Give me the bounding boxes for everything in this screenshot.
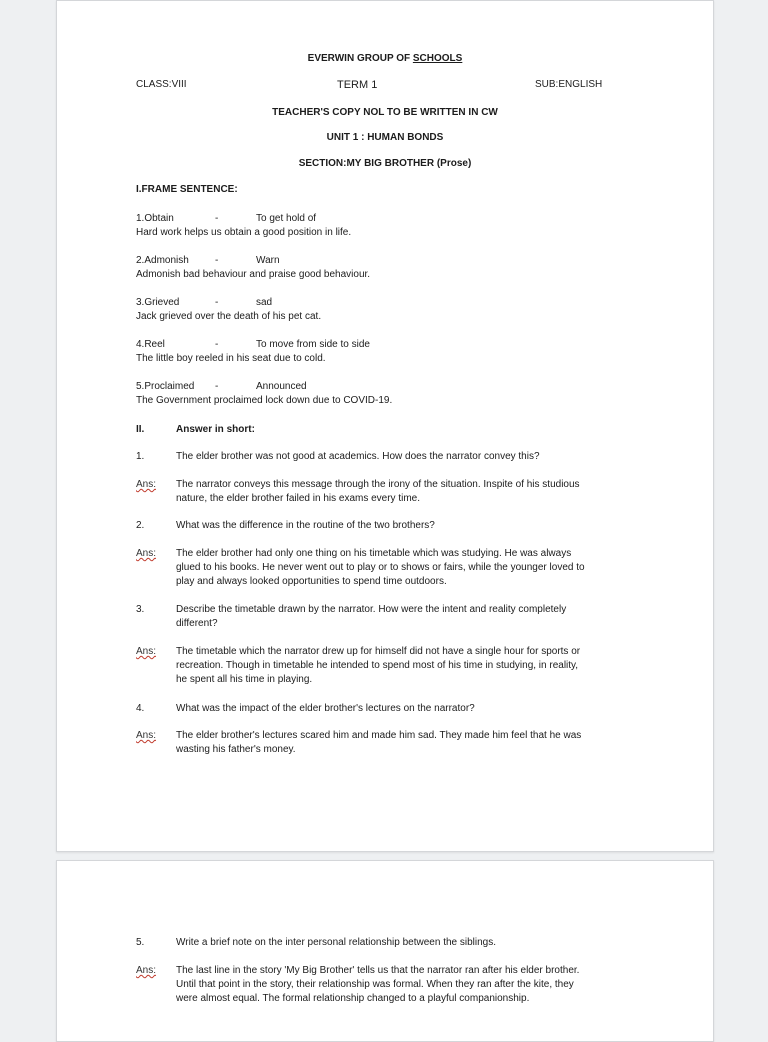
question-text: Write a brief note on the inter personal relationship between the siblings. <box>176 937 497 948</box>
answer-line: The narrator conveys this message through the irony of the situation. Inspite of his studious <box>176 479 580 490</box>
answer-line: he spent all his time in playing. <box>176 674 313 685</box>
answer-line: The elder brother had only one thing on his timetable which was studying. He was always <box>176 548 572 559</box>
frame-sentence: The little boy reeled in his seat due to cold. <box>136 353 326 364</box>
answer-line: nature, the elder brother failed in his exams every time. <box>176 493 421 504</box>
answer-line: were almost equal. The formal relationship changed to a playful companionship. <box>176 993 530 1004</box>
frame-dash: - <box>215 381 219 392</box>
answer-line: The last line in the story 'My Big Brother' tells us that the narrator ran after his elder brother. <box>176 965 580 976</box>
frame-dash: - <box>215 297 219 308</box>
frame-word: 4.Reel <box>136 339 165 350</box>
frame-dash: - <box>215 213 219 224</box>
frame-meaning: To get hold of <box>256 213 317 224</box>
frame-word: 2.Admonish <box>136 255 189 266</box>
answer-line: The timetable which the narrator drew up for himself did not have a single hour for sports or <box>176 646 581 657</box>
frame-sentence: Admonish bad behaviour and praise good behaviour. <box>136 269 371 280</box>
term-label: TERM 1 <box>337 79 378 91</box>
frame-sentence: The Government proclaimed lock down due to COVID-19. <box>136 395 393 406</box>
frame-meaning: Announced <box>256 381 307 392</box>
frame-heading: I.FRAME SENTENCE: <box>136 184 238 195</box>
frame-word: 5.Proclaimed <box>136 381 195 392</box>
answer-label: Ans: <box>136 548 157 559</box>
school-name-prefix: EVERWIN GROUP OF <box>307 53 413 64</box>
frame-dash: - <box>215 255 219 266</box>
school-name <box>57 53 713 64</box>
school-name-suffix: SCHOOLS <box>412 53 463 64</box>
document-page-2 <box>56 860 714 1042</box>
frame-meaning: sad <box>256 297 273 308</box>
section-heading: Answer in short: <box>176 424 255 435</box>
frame-dash: - <box>215 339 219 350</box>
question-text: The elder brother was not good at academics. How does the narrator convey this? <box>176 451 540 462</box>
answer-line: play and always looked opportunities to spend time outdoors. <box>176 576 447 587</box>
class-label: CLASS:VIII <box>136 79 187 90</box>
question-text: Describe the timetable drawn by the narrator. How were the intent and reality completely <box>176 604 567 615</box>
frame-word: 1.Obtain <box>136 213 174 224</box>
answer-label: Ans: <box>136 730 157 741</box>
teacher-note: TEACHER'S COPY NOL TO BE WRITTEN IN CW <box>272 107 498 118</box>
question-number: 4. <box>136 703 145 714</box>
frame-sentence: Hard work helps us obtain a good position in life. <box>136 227 352 238</box>
question-text: What was the impact of the elder brother's lectures on the narrator? <box>176 703 475 714</box>
question-number: 5. <box>136 937 145 948</box>
section-title: SECTION:MY BIG BROTHER (Prose) <box>298 158 472 169</box>
section-number: II. <box>136 424 145 435</box>
frame-meaning: Warn <box>256 255 280 266</box>
answer-label: Ans: <box>136 479 157 490</box>
question-text-continued: different? <box>176 618 218 629</box>
frame-word: 3.Grieved <box>136 297 180 308</box>
question-number: 1. <box>136 451 145 462</box>
question-number: 3. <box>136 604 145 615</box>
answer-line: wasting his father's money. <box>176 744 296 755</box>
answer-line: The elder brother's lectures scared him and made him sad. They made him feel that he was <box>176 730 582 741</box>
answer-line: Until that point in the story, their relationship was formal. When they ran after the kite, they <box>176 979 574 990</box>
unit-title: UNIT 1 : HUMAN BONDS <box>326 132 444 143</box>
frame-sentence: Jack grieved over the death of his pet cat. <box>136 311 322 322</box>
document-page-1 <box>56 0 714 852</box>
answer-line: glued to his books. He never went out to play or to shows or fairs, while the younger loved to <box>176 562 585 573</box>
subject-label: SUB:ENGLISH <box>535 79 603 90</box>
frame-meaning: To move from side to side <box>256 339 370 350</box>
answer-line: recreation. Though in timetable he intended to spend most of his time in studying, in reality, <box>176 660 579 671</box>
answer-label: Ans: <box>136 646 157 657</box>
answer-label: Ans: <box>136 965 157 976</box>
question-number: 2. <box>136 520 145 531</box>
question-text: What was the difference in the routine of the two brothers? <box>176 520 435 531</box>
